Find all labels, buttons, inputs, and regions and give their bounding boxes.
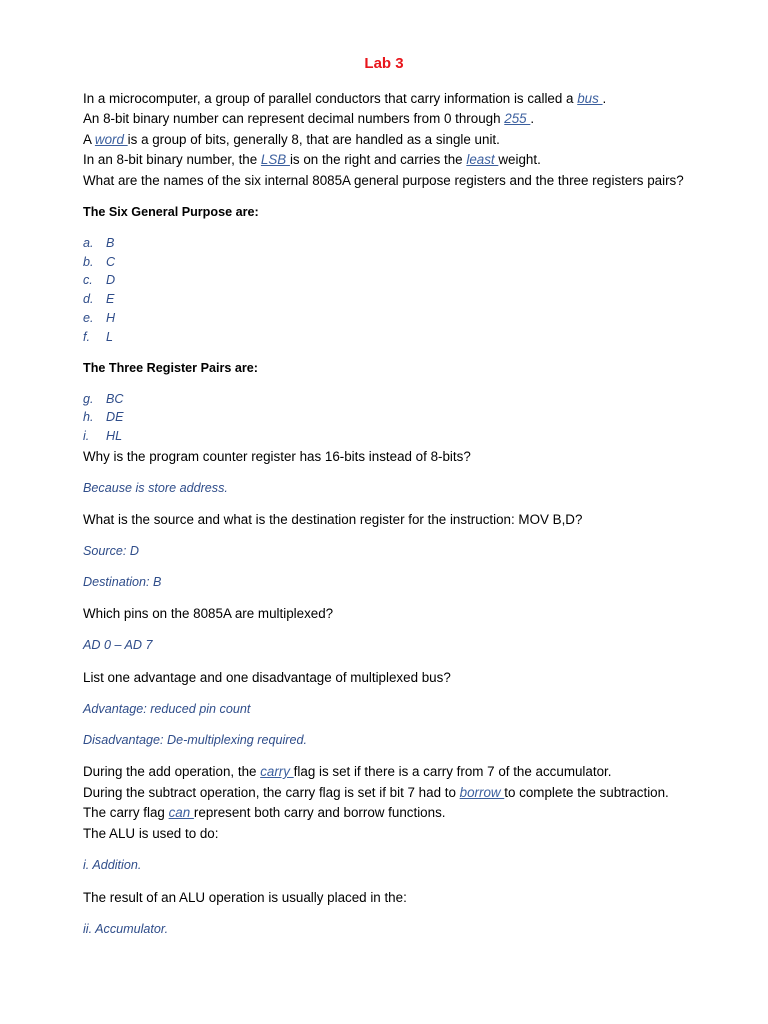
question-text: The carry flag can represent both carry and borrow functions. bbox=[83, 805, 446, 820]
answer-blank: carry bbox=[260, 764, 294, 779]
answer-blank: 255 bbox=[504, 111, 531, 126]
question-text: During the add operation, the carry flag is set if there is a carry from 7 of the accumulator. bbox=[83, 764, 612, 779]
answer-text: Disadvantage: De-multiplexing required. bbox=[83, 733, 308, 747]
answer-text: AD 0 – AD 7 bbox=[83, 638, 153, 652]
list-item: e. H bbox=[83, 311, 116, 325]
list-item: i. HL bbox=[83, 429, 123, 443]
list-item: h. DE bbox=[83, 410, 124, 424]
question-text: In an 8-bit binary number, the LSB is on the right and carries the least weight. bbox=[83, 152, 541, 167]
answer-blank: least bbox=[466, 152, 499, 167]
question-text: What are the names of the six internal 8085A general purpose registers and the three registers pairs? bbox=[83, 173, 684, 188]
question-text: Which pins on the 8085A are multiplexed? bbox=[83, 606, 334, 621]
answer-text: Advantage: reduced pin count bbox=[83, 702, 251, 716]
question-text: The ALU is used to do: bbox=[83, 826, 219, 841]
question-text: An 8-bit binary number can represent decimal numbers from 0 through 255 . bbox=[83, 111, 535, 126]
question-text: What is the source and what is the destination register for the instruction: MOV B,D? bbox=[83, 512, 583, 527]
question-text: In a microcomputer, a group of parallel conductors that carry information is called a bus . bbox=[83, 91, 607, 106]
question-text: Why is the program counter register has 16-bits instead of 8-bits? bbox=[83, 449, 471, 464]
list-item: d. E bbox=[83, 292, 115, 306]
question-text: List one advantage and one disadvantage of multiplexed bus? bbox=[83, 670, 451, 685]
list-item: a. B bbox=[83, 236, 115, 250]
answer-text: Because is store address. bbox=[83, 481, 228, 495]
answer-text: Source: D bbox=[83, 544, 139, 558]
page-title: Lab 3 bbox=[364, 55, 404, 72]
answer-blank: borrow bbox=[459, 785, 505, 800]
list-item: f. L bbox=[83, 330, 114, 344]
answer-blank: can bbox=[168, 805, 194, 820]
list-item: b. C bbox=[83, 255, 116, 269]
answer-text: ii. Accumulator. bbox=[83, 922, 169, 936]
question-text: A word is a group of bits, generally 8, that are handled as a single unit. bbox=[83, 132, 500, 147]
list-item: c. D bbox=[83, 273, 116, 287]
answer-blank: word bbox=[94, 132, 128, 147]
answer-blank: bus bbox=[577, 91, 603, 106]
answer-text: Destination: B bbox=[83, 575, 162, 589]
answer-text: i. Addition. bbox=[83, 858, 142, 872]
six-registers-heading: The Six General Purpose are: bbox=[83, 205, 259, 219]
question-text: During the subtract operation, the carry flag is set if bit 7 had to borrow to complete the subtraction. bbox=[83, 785, 669, 800]
question-text: The result of an ALU operation is usually placed in the: bbox=[83, 890, 407, 905]
answer-blank: LSB bbox=[260, 152, 290, 167]
register-pairs-heading: The Three Register Pairs are: bbox=[83, 361, 258, 375]
list-item: g. BC bbox=[83, 392, 124, 406]
